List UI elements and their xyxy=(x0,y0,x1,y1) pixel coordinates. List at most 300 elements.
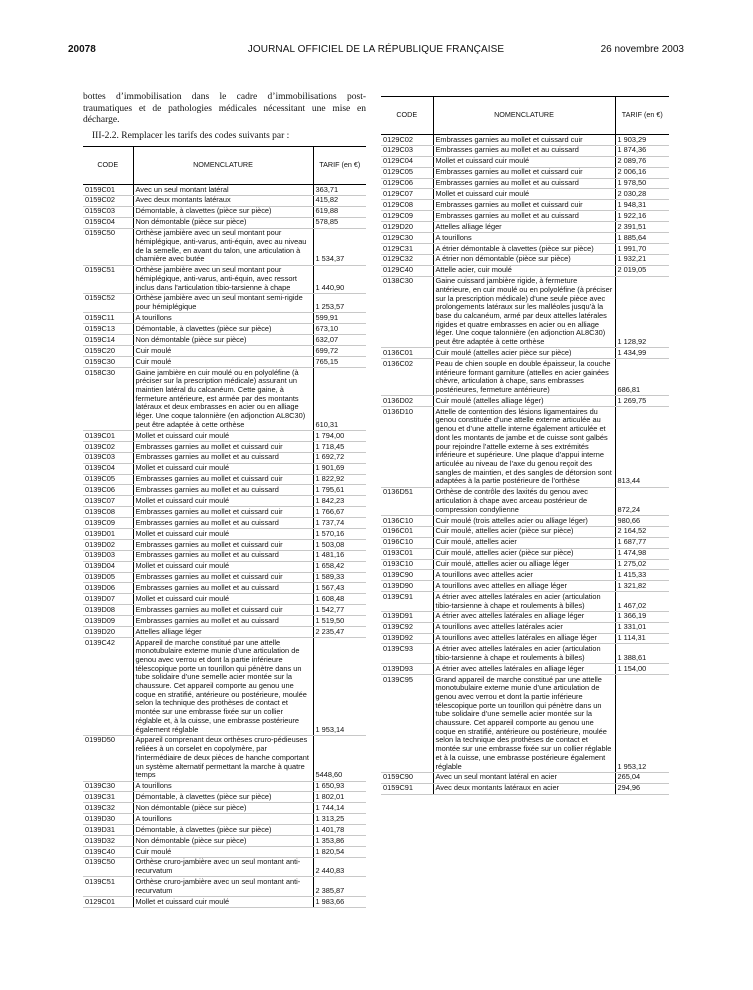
tariff-price: 415,82 xyxy=(313,195,366,206)
table-row xyxy=(83,367,366,430)
tariff-price: 610,31 xyxy=(313,367,366,430)
nomenclature-text: A tourillons xyxy=(133,814,313,825)
tariff-code: 0129C40 xyxy=(381,265,433,276)
table-row xyxy=(83,346,366,357)
tariff-price: 686,81 xyxy=(615,359,669,396)
tariff-code: 0159C91 xyxy=(381,783,433,794)
tariff-price: 2 385,87 xyxy=(313,877,366,897)
tariff-price: 1 885,64 xyxy=(615,233,669,244)
table-row xyxy=(83,431,366,442)
table-row xyxy=(83,206,366,217)
nomenclature-text: A tourillons avec attelles latérales acier xyxy=(433,622,615,633)
table-row xyxy=(83,496,366,507)
table-row xyxy=(83,293,366,313)
tariff-price: 813,44 xyxy=(615,407,669,488)
nomenclature-text: Mollet et cuissard cuir moulé xyxy=(133,561,313,572)
table-row xyxy=(381,211,669,222)
table-row xyxy=(381,243,669,254)
tariff-price: 1 658,42 xyxy=(313,561,366,572)
tariff-price: 699,72 xyxy=(313,346,366,357)
nomenclature-text: Embrasses garnies au mollet et au cuissard xyxy=(433,178,615,189)
tariff-price: 1 313,25 xyxy=(313,814,366,825)
tariff-code: 0139D08 xyxy=(83,605,133,616)
tariff-code: 0139D01 xyxy=(83,529,133,540)
intro-paragraph: bottes d’immobilisation dans le cadre d’immobilisations post-traumatiques et de pathologies médicales nécessitant une mise en décharge. xyxy=(83,92,366,125)
table-row xyxy=(381,189,669,200)
tariff-price: 1 114,31 xyxy=(615,633,669,644)
tariff-code: 0159C90 xyxy=(381,772,433,783)
nomenclature-text: Embrasses garnies au mollet et au cuissard xyxy=(133,518,313,529)
nomenclature-column-header: NOMENCLATURE xyxy=(133,147,313,185)
nomenclature-text: Cuir moulé xyxy=(133,346,313,357)
table-row xyxy=(83,518,366,529)
table-row xyxy=(381,396,669,407)
tariff-code: 0139D31 xyxy=(83,825,133,836)
tariff-price: 1 474,98 xyxy=(615,548,669,559)
tariff-price: 1 570,16 xyxy=(313,529,366,540)
tariff-price: 1 440,90 xyxy=(313,265,366,293)
tariff-code: 0136D02 xyxy=(381,396,433,407)
tariff-code: 0136D10 xyxy=(381,407,433,488)
tariff-price: 1 542,77 xyxy=(313,605,366,616)
nomenclature-text: Orthèse jambière avec un seul montant pour hémiplégique, anti-varus, anti-équin, avec au niveau de la semelle, en avant du talon, une articulation à charnière avec butée xyxy=(133,228,313,265)
table-row xyxy=(381,664,669,675)
table-row xyxy=(381,359,669,396)
tariff-code: 0196C01 xyxy=(381,526,433,537)
table-row xyxy=(381,145,669,156)
tariff-price: 1 922,16 xyxy=(615,211,669,222)
tariff-code: 0139C07 xyxy=(83,496,133,507)
table-row xyxy=(83,485,366,496)
nomenclature-text: Avec deux montants latéraux en acier xyxy=(433,783,615,794)
tariff-price: 1 737,74 xyxy=(313,518,366,529)
table-row xyxy=(83,185,366,196)
tariff-price: 1 253,57 xyxy=(313,293,366,313)
nomenclature-text: Démontable, à clavettes (pièce sur pièce) xyxy=(133,324,313,335)
nomenclature-text: Grand appareil de marche constitué par une attelle monotubulaire externe munie d’une articulation de genou avec verrou et dont la partie inférieure télescopique porte un tourillon qui pénètre dans un tube solidaire d’une semelle acier montée sur la chaussure. Cet appareil comporte au genou une coque en stratifié, antérieure ou postérieure, moulée selon la technique des prothèses de contact et montée sur une embrasse fixée sur un collier réglable et à la cuisse, une embrasse postérieure également réglable xyxy=(433,674,615,772)
tariff-price: 765,15 xyxy=(313,357,366,368)
table-row xyxy=(83,605,366,616)
tariff-price: 1 903,29 xyxy=(615,135,669,146)
tariff-price: 1 331,01 xyxy=(615,622,669,633)
nomenclature-text: Embrasses garnies au mollet et au cuissard xyxy=(133,616,313,627)
tariff-price: 980,66 xyxy=(615,515,669,526)
tariff-price: 1 820,54 xyxy=(313,846,366,857)
page-header xyxy=(68,44,684,58)
nomenclature-text: Embrasses garnies au mollet et cuissard cuir xyxy=(133,507,313,518)
tariff-price: 2 391,51 xyxy=(615,222,669,233)
tariff-code: 0139D04 xyxy=(83,561,133,572)
table-row xyxy=(381,644,669,664)
table-row xyxy=(83,803,366,814)
table-row xyxy=(381,611,669,622)
table-row xyxy=(381,783,669,794)
table-row xyxy=(381,772,669,783)
tariff-code: 0196C10 xyxy=(381,537,433,548)
nomenclature-text: Cuir moulé xyxy=(133,846,313,857)
nomenclature-column-header: NOMENCLATURE xyxy=(433,97,615,135)
table-row xyxy=(83,814,366,825)
tariff-price: 265,04 xyxy=(615,772,669,783)
nomenclature-text: Embrasses garnies au mollet et cuissard cuir xyxy=(133,605,313,616)
tariff-code: 0193C10 xyxy=(381,559,433,570)
tariff-price: 1 481,16 xyxy=(313,550,366,561)
table-row xyxy=(381,167,669,178)
table-row xyxy=(381,570,669,581)
tariff-code: 0159C52 xyxy=(83,293,133,313)
tariff-price: 1 467,02 xyxy=(615,592,669,612)
tariff-code: 0139C91 xyxy=(381,592,433,612)
tariff-price: 578,85 xyxy=(313,217,366,228)
nomenclature-text: Orthèse de contrôle des laxités du genou avec articulation à chape avec arceau postérieur de compression condylienne xyxy=(433,487,615,515)
nomenclature-text: Démontable, à clavettes (pièce sur pièce) xyxy=(133,825,313,836)
nomenclature-text: Embrasses garnies au mollet et au cuissard xyxy=(133,550,313,561)
table-row xyxy=(83,324,366,335)
table-row xyxy=(83,735,366,781)
tariff-price: 1 687,77 xyxy=(615,537,669,548)
nomenclature-text: Gaine jambière en cuir moulé ou en polyoléfine (à préciser sur la prescription médicale) assurant un maintien latéral du calcanéum. Cette gaine, à fermeture antérieure, est armée par des montants latéraux et deux embrasses en acier ou en alliage léger. Une coque talonnière (en adjonction AL8C30) peut être adaptée à cette orthèse xyxy=(133,367,313,430)
nomenclature-text: Attelles alliage léger xyxy=(433,222,615,233)
nomenclature-text: Non démontable (pièce sur pièce) xyxy=(133,803,313,814)
table-row xyxy=(83,529,366,540)
tariff-price: 1 608,48 xyxy=(313,594,366,605)
nomenclature-text: A étrier non démontable (pièce sur pièce) xyxy=(433,254,615,265)
tariff-code: 0199D50 xyxy=(83,735,133,781)
nomenclature-text: Embrasses garnies au mollet et cuissard cuir xyxy=(133,474,313,485)
tariff-price: 1 953,14 xyxy=(313,637,366,735)
nomenclature-text: Orthèse cruro-jambière avec un seul montant anti-recurvatum xyxy=(133,877,313,897)
table-row xyxy=(381,633,669,644)
tariff-price: 1 415,33 xyxy=(615,570,669,581)
tariff-code: 0139D32 xyxy=(83,836,133,847)
tariff-table-right-body xyxy=(381,135,669,795)
tariff-price: 1 822,92 xyxy=(313,474,366,485)
tariff-price: 1 983,66 xyxy=(313,896,366,907)
tariff-code: 0159C51 xyxy=(83,265,133,293)
tariff-code: 0136C10 xyxy=(381,515,433,526)
nomenclature-text: A étrier avec attelles latérales en alliage léger xyxy=(433,664,615,675)
table-row xyxy=(83,313,366,324)
tariff-price: 1 401,78 xyxy=(313,825,366,836)
tariff-price: 1 874,36 xyxy=(615,145,669,156)
tariff-price: 1 503,08 xyxy=(313,539,366,550)
table-row xyxy=(83,594,366,605)
table-row xyxy=(83,452,366,463)
tariff-code: 0158C30 xyxy=(83,367,133,430)
tariff-code: 0139C01 xyxy=(83,431,133,442)
tariff-code: 0159C04 xyxy=(83,217,133,228)
nomenclature-text: Orthèse jambière avec un seul montant semi-rigide pour hémiplégique xyxy=(133,293,313,313)
tariff-code: 0129C08 xyxy=(381,200,433,211)
tariff-code: 0159C14 xyxy=(83,335,133,346)
tariff-price: 1 991,70 xyxy=(615,243,669,254)
table-row xyxy=(83,792,366,803)
nomenclature-text: Embrasses garnies au mollet et cuissard cuir xyxy=(433,200,615,211)
tariff-code: 0139D91 xyxy=(381,611,433,622)
tariff-price: 1 948,31 xyxy=(615,200,669,211)
nomenclature-text: Démontable, à clavettes (pièce sur pièce) xyxy=(133,206,313,217)
tariff-price: 1 154,00 xyxy=(615,664,669,675)
nomenclature-text: Embrasses garnies au mollet et cuissard cuir xyxy=(433,167,615,178)
tariff-price: 1 128,92 xyxy=(615,276,669,348)
tariff-price: 1 353,86 xyxy=(313,836,366,847)
tariff-code: 0159C01 xyxy=(83,185,133,196)
tariff-price: 632,07 xyxy=(313,335,366,346)
nomenclature-text: Attelle acier, cuir moulé xyxy=(433,265,615,276)
table-row xyxy=(381,254,669,265)
tariff-code: 0139C30 xyxy=(83,781,133,792)
tariff-code: 0129C05 xyxy=(381,167,433,178)
tariff-price: 1 275,02 xyxy=(615,559,669,570)
table-row xyxy=(83,507,366,518)
nomenclature-text: Embrasses garnies au mollet et au cuissard xyxy=(433,145,615,156)
nomenclature-text: Embrasses garnies au mollet et cuissard cuir xyxy=(133,572,313,583)
tariff-code: 0129C06 xyxy=(381,178,433,189)
table-row xyxy=(83,561,366,572)
tariff-code: 0159C30 xyxy=(83,357,133,368)
table-row xyxy=(83,583,366,594)
nomenclature-text: Appareil comprenant deux orthèses cruro-pédieuses reliées à un corselet en copolymère, par l’intermédiaire de deux pièces de hanche comportant un système alternatif permettant la marche à quatre temps xyxy=(133,735,313,781)
tariff-code: 0139C09 xyxy=(83,518,133,529)
tariff-code: 0139C51 xyxy=(83,877,133,897)
table-row xyxy=(381,276,669,348)
tariff-table-left xyxy=(83,146,366,908)
tariff-code: 0129C07 xyxy=(381,189,433,200)
tariff-code: 0129C32 xyxy=(381,254,433,265)
tariff-price: 363,71 xyxy=(313,185,366,196)
nomenclature-text: A étrier avec attelles latérales en acier (articulation tibio-tarsienne à chape et roulements à billes) xyxy=(433,592,615,612)
nomenclature-text: Embrasses garnies au mollet et au cuissard xyxy=(433,211,615,222)
nomenclature-text: Mollet et cuissard cuir moulé xyxy=(133,594,313,605)
tariff-price: 1 534,37 xyxy=(313,228,366,265)
tariff-code: 0159C02 xyxy=(83,195,133,206)
tariff-price: 1 932,21 xyxy=(615,254,669,265)
code-column-header: CODE xyxy=(381,97,433,135)
tariff-code: 0139C02 xyxy=(83,441,133,452)
nomenclature-text: Mollet et cuissard cuir moulé xyxy=(133,463,313,474)
tariff-price: 1 795,61 xyxy=(313,485,366,496)
tariff-code: 0129D20 xyxy=(381,222,433,233)
tariff-code: 0159C13 xyxy=(83,324,133,335)
table-row xyxy=(83,572,366,583)
tariff-code: 0139C08 xyxy=(83,507,133,518)
tariff-price: 1 802,01 xyxy=(313,792,366,803)
tariff-code: 0139D03 xyxy=(83,550,133,561)
tariff-price: 1 650,93 xyxy=(313,781,366,792)
nomenclature-text: Peau de chien souple en double épaisseur, la couche intérieure formant garniture (attelles en acier gainées chèvre, articulation à chape, sans embrasses postérieures, fermeture antérieure) xyxy=(433,359,615,396)
table-row xyxy=(83,217,366,228)
nomenclature-text: Orthèse jambière avec un seul montant pour hémiplégique, anti-varus, anti-équin, avec ressort inclus dans l’articulation tibio-tarsienne à chape xyxy=(133,265,313,293)
nomenclature-text: Mollet et cuissard cuir moulé xyxy=(133,431,313,442)
nomenclature-text: Gaine cuissard jambière rigide, à fermeture antérieure, en cuir moulé ou en polyoléfine (à préciser sur la prescription médicale) d’une seule pièce avec prolongements latéraux sur les malléoles jusqu’à la base du calcanéum, armé par deux attelles latérales rigides et quatre embrasses en acier ou en alliage léger. Une coque talonnière (en adjonction AL8C30) peut être adaptée à cette orthèse xyxy=(433,276,615,348)
tariff-price: 1 567,43 xyxy=(313,583,366,594)
tariff-code: 0136D51 xyxy=(381,487,433,515)
tariff-price: 1 519,50 xyxy=(313,616,366,627)
tariff-code: 0139D30 xyxy=(83,814,133,825)
table-row xyxy=(83,474,366,485)
table-row xyxy=(83,195,366,206)
table-row xyxy=(83,836,366,847)
tariff-code: 0139C40 xyxy=(83,846,133,857)
tariff-price: 1 978,50 xyxy=(615,178,669,189)
tariff-code: 0139C32 xyxy=(83,803,133,814)
tariff-code: 0139D90 xyxy=(381,581,433,592)
tariff-code: 0139D05 xyxy=(83,572,133,583)
code-column-header: CODE xyxy=(83,147,133,185)
journal-title: JOURNAL OFFICIEL DE LA RÉPUBLIQUE FRANÇAISE xyxy=(247,44,505,55)
nomenclature-text: A tourillons avec attelles en alliage léger xyxy=(433,581,615,592)
nomenclature-text: Avec deux montants latéraux xyxy=(133,195,313,206)
nomenclature-text: Avec un seul montant latéral xyxy=(133,185,313,196)
table-row xyxy=(381,178,669,189)
tariff-table-left-body xyxy=(83,185,366,908)
table-row xyxy=(381,135,669,146)
table-row xyxy=(83,857,366,877)
nomenclature-text: A étrier démontable à clavettes (pièce sur pièce) xyxy=(433,243,615,254)
table-row xyxy=(381,548,669,559)
tariff-code: 0139C05 xyxy=(83,474,133,485)
tariff-code: 0193C01 xyxy=(381,548,433,559)
tariff-code: 0159C50 xyxy=(83,228,133,265)
table-row xyxy=(381,348,669,359)
tariff-price: 1 901,69 xyxy=(313,463,366,474)
tariff-price: 599,91 xyxy=(313,313,366,324)
tariff-price: 2 006,16 xyxy=(615,167,669,178)
table-row xyxy=(83,877,366,897)
tariff-code: 0129C01 xyxy=(83,896,133,907)
tariff-code: 0129C09 xyxy=(381,211,433,222)
tariff-price: 1 744,14 xyxy=(313,803,366,814)
tariff-code: 0139D09 xyxy=(83,616,133,627)
nomenclature-text: A tourillons xyxy=(133,313,313,324)
table-row xyxy=(83,896,366,907)
table-row xyxy=(381,265,669,276)
nomenclature-text: Cuir moulé (trois attelles acier ou alliage léger) xyxy=(433,515,615,526)
table-row xyxy=(83,781,366,792)
table-row xyxy=(381,233,669,244)
tariff-price: 2 440,83 xyxy=(313,857,366,877)
tariff-code: 0159C20 xyxy=(83,346,133,357)
publication-date: 26 novembre 2003 xyxy=(600,44,684,55)
nomenclature-text: Non démontable (pièce sur pièce) xyxy=(133,217,313,228)
nomenclature-text: Cuir moulé (attelles alliage léger) xyxy=(433,396,615,407)
tariff-code: 0139C06 xyxy=(83,485,133,496)
table-row xyxy=(381,515,669,526)
table-row xyxy=(83,357,366,368)
table-row xyxy=(381,200,669,211)
table-row xyxy=(83,228,366,265)
table-row xyxy=(381,674,669,772)
tariff-price: 5448,60 xyxy=(313,735,366,781)
nomenclature-text: Mollet et cuissard cuir moulé xyxy=(133,496,313,507)
tarif-column-header: TARIF (en €) xyxy=(615,97,669,135)
table-row xyxy=(381,581,669,592)
tariff-price: 1 953,12 xyxy=(615,674,669,772)
tarif-column-header: TARIF (en €) xyxy=(313,147,366,185)
tariff-price: 1 589,33 xyxy=(313,572,366,583)
tariff-price: 1 434,99 xyxy=(615,348,669,359)
tariff-code: 0138C30 xyxy=(381,276,433,348)
tariff-code: 0139C04 xyxy=(83,463,133,474)
nomenclature-text: Non démontable (pièce sur pièce) xyxy=(133,335,313,346)
nomenclature-text: Embrasses garnies au mollet et au cuissard xyxy=(133,485,313,496)
table-row xyxy=(83,637,366,735)
nomenclature-text: Cuir moulé, attelles acier (pièce sur pièce) xyxy=(433,548,615,559)
tariff-code: 0139D92 xyxy=(381,633,433,644)
nomenclature-text: Embrasses garnies au mollet et cuissard cuir xyxy=(133,539,313,550)
table-row xyxy=(381,526,669,537)
nomenclature-text: A tourillons xyxy=(133,781,313,792)
table-row xyxy=(83,441,366,452)
tariff-code: 0139C42 xyxy=(83,637,133,735)
table-row xyxy=(83,539,366,550)
nomenclature-text: Avec un seul montant latéral en acier xyxy=(433,772,615,783)
page-number: 20078 xyxy=(68,44,96,55)
tariff-code: 0136C01 xyxy=(381,348,433,359)
table-row xyxy=(83,463,366,474)
tariff-price: 294,96 xyxy=(615,783,669,794)
tariff-code: 0136C02 xyxy=(381,359,433,396)
nomenclature-text: Mollet et cuissard cuir moulé xyxy=(133,529,313,540)
table-row xyxy=(381,156,669,167)
table-row xyxy=(83,616,366,627)
nomenclature-text: Orthèse cruro-jambière avec un seul montant anti-recurvatum xyxy=(133,857,313,877)
tariff-code: 0139C31 xyxy=(83,792,133,803)
nomenclature-text: Cuir moulé, attelles acier ou alliage léger xyxy=(433,559,615,570)
nomenclature-text: Embrasses garnies au mollet et cuissard cuir xyxy=(133,441,313,452)
tariff-price: 1 269,75 xyxy=(615,396,669,407)
table-row xyxy=(381,592,669,612)
tariff-code: 0139C95 xyxy=(381,674,433,772)
table-row xyxy=(83,550,366,561)
tariff-price: 1 692,72 xyxy=(313,452,366,463)
nomenclature-text: Attelles alliage léger xyxy=(133,627,313,638)
tariff-code: 0129C04 xyxy=(381,156,433,167)
tariff-code: 0139C90 xyxy=(381,570,433,581)
table-row xyxy=(381,222,669,233)
tariff-code: 0139C92 xyxy=(381,622,433,633)
tariff-code: 0139C03 xyxy=(83,452,133,463)
nomenclature-text: A tourillons avec attelles latérales en alliage léger xyxy=(433,633,615,644)
tariff-code: 0159C03 xyxy=(83,206,133,217)
nomenclature-text: Appareil de marche constitué par une attelle monotubulaire externe munie d’une articulation de genou avec verrou et dont la partie inférieure télescopique porte un tourillon qui pénètre dans un tube solidaire d’une semelle acier montée sur la chaussure. Cet appareil comporte au genou une coque en stratifié, antérieure ou postérieure, moulée selon la technique des prothèses de contact et montée sur une embrasse fixée sur un collier réglable et, à la cuisse, une embrasse postérieure également réglable xyxy=(133,637,313,735)
tariff-code: 0139D93 xyxy=(381,664,433,675)
tariff-table-right xyxy=(381,96,669,795)
tariff-price: 1 388,61 xyxy=(615,644,669,664)
nomenclature-text: Cuir moulé, attelles acier (pièce sur pièce) xyxy=(433,526,615,537)
table-row xyxy=(381,407,669,488)
nomenclature-text: Cuir moulé, attelles acier xyxy=(433,537,615,548)
tariff-code: 0139C50 xyxy=(83,857,133,877)
tariff-code: 0139D02 xyxy=(83,539,133,550)
tariff-price: 2 019,05 xyxy=(615,265,669,276)
tariff-code: 0129C03 xyxy=(381,145,433,156)
tariff-code: 0139C93 xyxy=(381,644,433,664)
tariff-code: 0159C11 xyxy=(83,313,133,324)
nomenclature-text: Mollet et cuissard cuir moulé xyxy=(133,896,313,907)
nomenclature-text: Embrasses garnies au mollet et au cuissard xyxy=(133,583,313,594)
tariff-price: 1 321,82 xyxy=(615,581,669,592)
tariff-price: 2 089,76 xyxy=(615,156,669,167)
tariff-price: 2 030,28 xyxy=(615,189,669,200)
nomenclature-text: Non démontable (pièce sur pièce) xyxy=(133,836,313,847)
table-row xyxy=(381,537,669,548)
tariff-price: 1 766,67 xyxy=(313,507,366,518)
nomenclature-text: Mollet et cuissard cuir moulé xyxy=(433,189,615,200)
nomenclature-text: Démontable, à clavettes (pièce sur pièce) xyxy=(133,792,313,803)
nomenclature-text: A tourillons xyxy=(433,233,615,244)
nomenclature-text: Embrasses garnies au mollet et cuissard cuir xyxy=(433,135,615,146)
